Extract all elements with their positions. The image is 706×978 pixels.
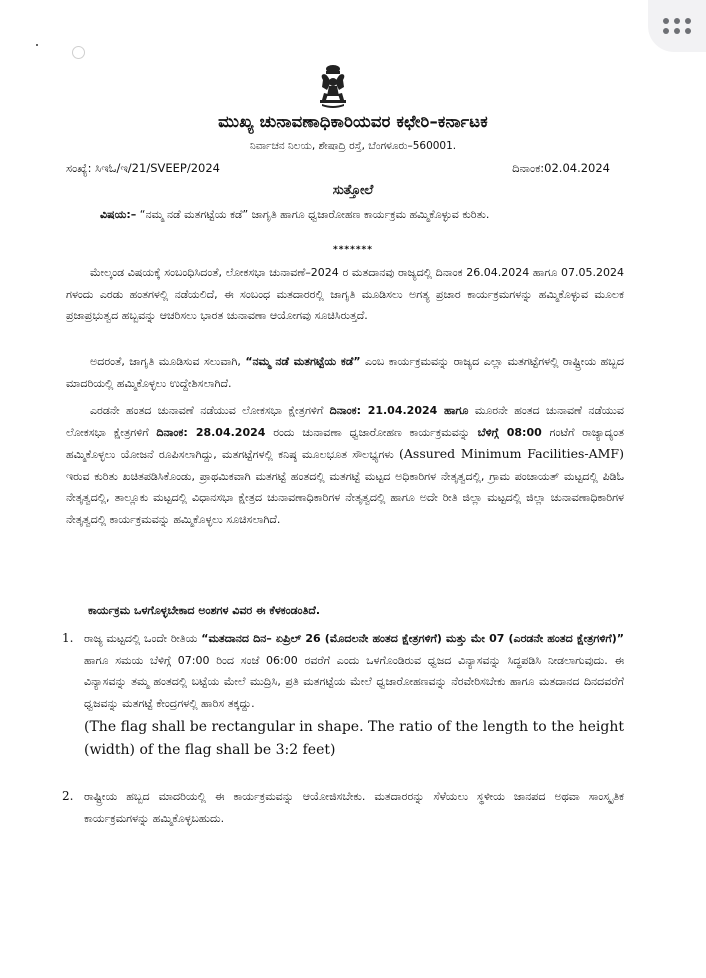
office-title: ಮುಖ್ಯ ಚುನಾವಣಾಧಿಕಾರಿಯವರ ಕಛೇರಿ–ಕರ್ನಾಟಕ [218, 112, 488, 131]
paragraph-3-time: ಬೆಳಿಗ್ಗೆ 08:00 [477, 425, 542, 439]
paragraph-3 [66, 400, 624, 530]
paragraph-1-text: ಮೇಲ್ಕಂಡ ವಿಷಯಕ್ಕೆ ಸಂಬಂಧಿಸಿದಂತೆ, ಲೋಕಸಭಾ ಚುನಾವಣೆ–2024 ರ ಮತದಾನವು ರಾಜ್ಯದಲ್ಲಿ ದಿನಾಂಕ 26.04.2024 ಹಾಗೂ 07.05.2024 ಗಳಂದು ಎರಡು ಹಂತಗಳಲ್ಲಿ ನಡೆಯಲಿದೆ, ಈ ಸಂಬಂಧ ಮತದಾರರಲ್ಲಿ ಜಾಗೃತಿ ಮೂಡಿಸಲು ಅಗತ್ಯ ಪ್ರಚಾರ ಕಾರ್ಯಕ್ರಮಗಳನ್ನು ಹಮ್ಮಿಕೊಳ್ಳುವ ಮೂಲಕ ಪ್ರಜಾಪ್ರಭುತ್ವದ ಹಬ್ಬವನ್ನು ಆಚರಿಸಲು ಭಾರತ ಚುನಾವಣಾ ಆಯೋಗವು ಸೂಚಿಸಿರುತ್ತದೆ. [66, 266, 624, 322]
more-options-button[interactable] [648, 0, 706, 52]
office-address: ನಿರ್ವಾಚನ ನಿಲಯ, ಶೇಷಾದ್ರಿ ರಸ್ತೆ, ಬೆಂಗಳೂರು–560001. [249, 140, 457, 152]
paragraph-3-text-a: ಎರಡನೇ ಹಂತದ ಚುನಾವಣೆ ನಡೆಯುವ ಲೋಕಸಭಾ ಕ್ಷೇತ್ರಗಳಿಗೆ [90, 404, 330, 417]
paragraph-3-text-c: ರಂದು ಚುನಾವಣಾ ಧ್ವಜಾರೋಹಣ ಕಾರ್ಯಕ್ರಮವನ್ನು [265, 425, 478, 439]
paragraph-2-text-a: ಅದರಂತೆ, ಜಾಗೃತಿ ಮೂಡಿಸುವ ಸಲುವಾಗಿ, [90, 355, 246, 368]
scan-circle-mark [72, 46, 85, 59]
paragraph-1 [66, 262, 624, 327]
list-item-flag-text: “ಮತದಾನದ ದಿನ– ಏಪ್ರಿಲ್ 26 (ಮೊದಲನೇ ಹಂತದ ಕ್ಷೇತ್ರಗಳಿಗೆ) ಮತ್ತು ಮೇ 07 (ಎರಡನೇ ಹಂತದ ಕ್ಷೇತ್ರಗಳಿಗೆ)” [201, 632, 624, 645]
circular-heading: ಸುತ್ತೋಲೆ [332, 183, 374, 198]
list-item-number: 2. [62, 789, 74, 803]
paragraph-2-text-b: ಎಂಬ ಕಾರ್ಯಕ್ರಮವನ್ನು ರಾಜ್ಯದ ಎಲ್ಲಾ ಮತಗಟ್ಟೆಗಳಲ್ಲಿ ರಾಷ್ಟ್ರೀಯ ಹಬ್ಬದ ಮಾದರಿಯಲ್ಲಿ ಹಮ್ಮಿಕೊಳ್ಳಲು ಉದ್ದೇಶಿಸಲಾಗಿದೆ. [66, 355, 624, 390]
reference-number: ಸಂಖ್ಯೆ: ಸಿಇಓ/ಇ/21/SVEEP/2024 [66, 161, 220, 175]
more-dots-icon [663, 18, 691, 34]
section-heading: ಕಾರ್ಯಕ್ರಮ ಒಳಗೊಳ್ಳಬೇಕಾದ ಅಂಶಗಳ ವಿವರ ಈ ಕೆಳಕಂಡಂತಿದೆ. [88, 604, 321, 617]
document-date: ದಿನಾಂಕ:02.04.2024 [512, 161, 610, 175]
paragraph-2-campaign-name: “ನಮ್ಮ ನಡೆ ಮತಗಟ್ಟೆಯ ಕಡೆ” [245, 355, 361, 368]
flag-specification-note: (The flag shall be rectangular in shape. The ratio of the length to the height (width) of the flag shall be 3:2 feet) [84, 719, 624, 758]
list-item-number: 1. [62, 631, 74, 645]
list-item-text-b: ಹಾಗೂ ಸಮಯ ಬೆಳಿಗ್ಗೆ 07:00 ರಿಂದ ಸಂಜೆ 06:00 ರವರೆಗೆ ಎಂದು ಒಳಗೊಂಡಿರುವ ಧ್ವಜದ ವಿನ್ಯಾಸವನ್ನು ಸಿದ್ಧಪಡಿಸಿ ನೀಡಲಾಗುವುದು. ಈ ವಿನ್ಯಾಸವನ್ನು ತಮ್ಮ ಹಂತದಲ್ಲಿ ಬಟ್ಟೆಯ ಮೇಲೆ ಮುದ್ರಿಸಿ, ಪ್ರತಿ ಮತಗಟ್ಟೆಯ ಮೇಲೆ ಧ್ವಜಾರೋಹಣವನ್ನು ನೆರವೇರಿಸಬೇಕು ಹಾಗೂ ಮತದಾನದ ದಿನದವರೆಗೆ ಧ್ವಜವನ್ನು ಮತಗಟ್ಟೆ ಕೇಂದ್ರಗಳಲ್ಲಿ ಹಾರಿಸ ತಕ್ಕದ್ದು. [84, 653, 624, 710]
subject-line [100, 205, 570, 225]
paragraph-3-text-b: ಮೂರನೇ ಹಂತದ ಚುನಾವಣೆ ನಡೆಯುವ ಲೋಕಸಭಾ ಕ್ಷೇತ್ರಗಳಿಗೆ [66, 404, 624, 439]
paragraph-3-amf: (Assured Minimum Facilities-AMF) [399, 446, 624, 461]
list-item-text-a: ರಾಜ್ಯ ಮಟ್ಟದಲ್ಲಿ ಒಂದೇ ರೀತಿಯ [84, 632, 202, 645]
separator-stars: ******* [333, 245, 373, 255]
paragraph-3-text-e: ಇರುವ ಕುರಿತು ಖಚಿತಪಡಿಸಿಕೊಂಡು, ಪ್ರಾಥಮಿಕವಾಗಿ ಮತಗಟ್ಟೆ ಹಂತದಲ್ಲಿ ಮತಗಟ್ಟೆ ಮಟ್ಟದ ಅಧಿಕಾರಿಗಳ ನೇತೃತ್ವದಲ್ಲಿ, ಗ್ರಾಮ ಪಂಚಾಯತ್ ಮಟ್ಟದಲ್ಲಿ ಪಿಡಿಓ ನೇತೃತ್ವದಲ್ಲಿ, ತಾಲ್ಲೂಕು ಮಟ್ಟದಲ್ಲಿ ವಿಧಾನಸಭಾ ಕ್ಷೇತ್ರದ ಚುನಾವಣಾಧಿಕಾರಿಗಳ ನೇತೃತ್ವದಲ್ಲಿ ಹಾಗೂ ಅದೇ ರೀತಿ ಜಿಲ್ಲಾ ಮಟ್ಟದಲ್ಲಿ ಜಿಲ್ಲಾ ಚುನಾವಣಾಧಿಕಾರಿಗಳ ನೇತೃತ್ವದಲ್ಲಿ ಕಾರ್ಯಕ್ರಮವನ್ನು ಹಮ್ಮಿಕೊಳ್ಳಲು ಸೂಚಿಸಲಾಗಿದೆ. [66, 469, 624, 526]
karnataka-emblem-icon [311, 60, 355, 110]
list-item [62, 786, 624, 829]
subject-label: ವಿಷಯ:– [100, 208, 137, 221]
list-item [62, 628, 624, 762]
list-item-text-a: ರಾಷ್ಟ್ರೀಯ ಹಬ್ಬದ ಮಾದರಿಯಲ್ಲಿ ಈ ಕಾರ್ಯಕ್ರಮವನ್ನು ಆಯೋಜಿಸಬೇಕು. ಮತದಾರರನ್ನು ಸೆಳೆಯಲು ಸ್ಥಳೀಯ ಜಾನಪದ ಅಥವಾ ಸಾಂಸ್ಕೃತಿಕ ಕಾರ್ಯಕ್ರಮಗಳನ್ನು ಹಮ್ಮಿಕೊಳ್ಳಬಹುದು. [84, 790, 624, 825]
paragraph-2 [66, 351, 624, 394]
paragraph-3-date-2: ದಿನಾಂಕ: 28.04.2024 [156, 425, 266, 439]
scan-speck [36, 44, 38, 46]
subject-text: “ನಮ್ಮ ನಡೆ ಮತಗಟ್ಟೆಯ ಕಡೆ” ಜಾಗೃತಿ ಹಾಗೂ ಧ್ವಜಾರೋಹಣ ಕಾರ್ಯಕ್ರಮ ಹಮ್ಮಿಕೊಳ್ಳುವ ಕುರಿತು. [139, 208, 490, 221]
paragraph-3-text-d: ಗಂಟೆಗೆ ರಾಜ್ಯಾದ್ಯಂತ ಹಮ್ಮಿಕೊಳ್ಳಲು ಯೋಜನೆ ರೂಪಿಸಲಾಗಿದ್ದು, ಮತಗಟ್ಟೆಗಳಲ್ಲಿ ಕನಿಷ್ಠ ಮೂಲಭೂತ ಸೌಲಭ್ಯಗಳು [66, 425, 624, 461]
paragraph-3-date-1: ದಿನಾಂಕ: 21.04.2024 ಹಾಗೂ [329, 404, 469, 417]
